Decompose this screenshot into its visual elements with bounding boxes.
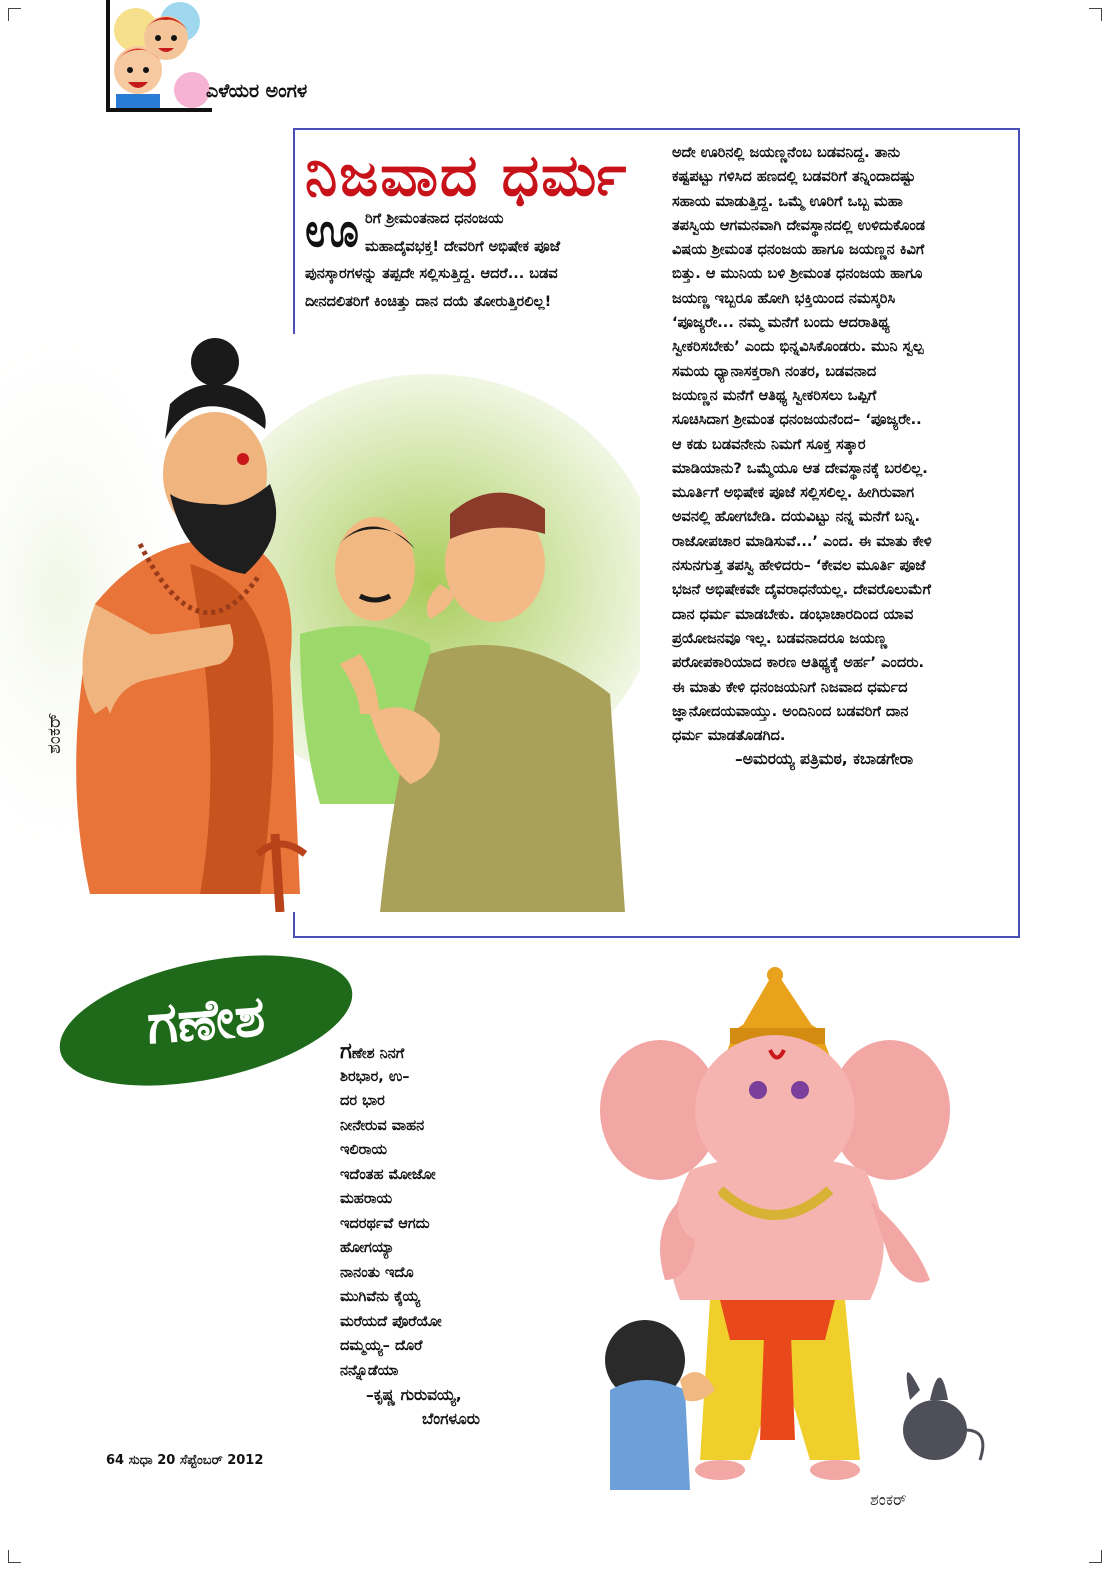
body-line: ಸಹಾಯ ಮಾಡುತ್ತಿದ್ದ. ಒಮ್ಮೆ ಊರಿಗೆ ಒಬ್ಬ ಮಹಾ <box>672 193 903 210</box>
poem-byline <box>366 1383 480 1431</box>
body-line: ಅವನಲ್ಲಿ ಹೋಗಬೇಡಿ. ದಯವಿಟ್ಟು ನನ್ನ ಮನೆಗೆ ಬನ್ನಿ. <box>672 509 920 526</box>
poem-line: ಇದರರ್ಥವೆ ಆಗದು <box>340 1215 430 1232</box>
body-line: ‘ಪೂಜ್ಯರೇ... ನಮ್ಮ ಮನೆಗೆ ಬಂದು ಆದರಾತಿಥ್ಯ <box>672 315 890 332</box>
crop-mark-bottom-left <box>8 1550 21 1563</box>
sage-and-two-men-illustration <box>0 334 640 912</box>
story-intro <box>305 203 663 316</box>
intro-line: ದೀನದಲಿತರಿಗೆ ಕಿಂಚಿತ್ತು ದಾನ ದಯೆ ತೋರುತ್ತಿರಲಿಲ್ಲ! <box>305 293 552 310</box>
body-line: ಮಾಡಿಯಾನು? ಒಮ್ಮೆಯೂ ಆತ ದೇವಸ್ಥಾನಕ್ಕೆ ಬರಲಿಲ್ಲ. <box>672 460 928 477</box>
crop-mark-bottom-right <box>1089 1550 1102 1563</box>
issue-day: 20 <box>157 1453 176 1468</box>
body-line: ಜ್ಞಾನೋದಯವಾಯ್ತು. ಅಂದಿನಿಂದ ಬಡವರಿಗೆ ದಾನ <box>672 703 909 720</box>
body-line: ಧರ್ಮ ಮಾಡತೊಡಗಿದ. <box>672 728 786 745</box>
issue-year: 2012 <box>227 1453 264 1468</box>
poem-line: ದರ ಭಾರ <box>340 1093 385 1109</box>
intro-line: ರಿಗೆ ಶ್ರೀಮಂತನಾದ ಧನಂಜಯ <box>365 211 504 227</box>
poem-title-badge <box>48 932 364 1108</box>
poem-body <box>340 1040 540 1383</box>
poem-line: ನಾನಂತು ಇದೊ <box>340 1264 414 1281</box>
body-line: ಸೂಚಿಸಿದಾಗ ಶ್ರೀಮಂತ ಧನಂಜಯನೆಂದ– ‘ಪೂಜ್ಯರೇ.. <box>672 412 922 429</box>
crop-mark-top-left <box>8 8 21 21</box>
poem-line: ಮಹರಾಯ <box>340 1191 393 1207</box>
poem-line: ಹೋಗಯ್ಯಾ <box>340 1240 395 1256</box>
poem-byline-place: ಬೆಂಗಳೂರು <box>422 1410 480 1428</box>
kids-faces-icon <box>106 0 212 112</box>
poem-line: ನನ್ನೊಡೆಯಾ <box>340 1362 399 1379</box>
artist-signature: ಶಂಕರ್ <box>870 1490 907 1509</box>
story-dropcap: ಊ <box>305 203 360 257</box>
publication-name: ಸುಧಾ <box>128 1453 153 1468</box>
crop-mark-top-right <box>1089 8 1102 21</box>
poem-dropcap: ಗ <box>340 1039 352 1064</box>
body-line: ಕಷ್ಟಪಟ್ಟು ಗಳಿಸಿದ ಹಣದಲ್ಲಿ ಬಡವರಿಗೆ ತನ್ನಿಂದಾದಷ್ಟು <box>672 169 916 186</box>
poem-line: ಶಿರಭಾರ, ಉ– <box>340 1068 410 1085</box>
ganesha-and-child-illustration <box>570 960 990 1520</box>
issue-month: ಸೆಪ್ಟೆಂಬರ್ <box>179 1453 223 1468</box>
poem-line: ಇಲಿರಾಯ <box>340 1142 387 1158</box>
body-line: ಜಯಣ್ಣನ ಮನೆಗೆ ಆತಿಥ್ಯ ಸ್ವೀಕರಿಸಲು ಒಪ್ಪಿಗೆ <box>672 387 877 404</box>
body-line: ಜಯಣ್ಣ ಇಬ್ಬರೂ ಹೋಗಿ ಭಕ್ತಿಯಿಂದ ನಮಸ್ಕರಿಸಿ <box>672 290 896 307</box>
page-footer <box>106 1453 263 1468</box>
body-line: ವಿಷಯ ಶ್ರೀಮಂತ ಧನಂಜಯ ಹಾಗೂ ಜಯಣ್ಣನ ಕಿವಿಗೆ <box>672 242 925 259</box>
intro-line: ಮಹಾದೈವಭಕ್ತ! ದೇವರಿಗೆ ಅಭಿಷೇಕ ಪೂಜೆ <box>365 238 561 255</box>
body-line: ಸ್ವೀಕರಿಸಬೇಕು’ ಎಂದು ಭಿನ್ನವಿಸಿಕೊಂಡರು. ಮುನಿ ಸ್ವಲ್ಪ <box>672 339 924 356</box>
poem-line: ಮರೆಯದೆ ಪೊರೆಯೋ <box>340 1313 442 1330</box>
body-line: ಸಮಯ ಧ್ಯಾನಾಸಕ್ತರಾಗಿ ನಂತರ, ಬಡವನಾದ <box>672 363 877 380</box>
body-line: ಅದೇ ಊರಿನಲ್ಲಿ ಜಯಣ್ಣನೆಂಬ ಬಡವನಿದ್ದ. ತಾನು <box>672 145 901 161</box>
body-line: ಪರೋಪಕಾರಿಯಾದ ಕಾರಣ ಆತಿಥ್ಯಕ್ಕೆ ಅರ್ಹ’ ಎಂದರು. <box>672 655 924 672</box>
poem-line-rest: ಣೇಶ ನಿನಗೆ <box>351 1046 405 1062</box>
poem-line <box>340 1040 540 1065</box>
poem-line: ಇದೆಂತಹ ಮೋಜೋ <box>340 1166 436 1183</box>
body-line: ಮೂರ್ತಿಗೆ ಅಭಿಷೇಕ ಪೂಜೆ ಸಲ್ಲಿಸಲಿಲ್ಲ. ಹೀಗಿರುವಾಗ <box>672 485 915 502</box>
body-line: ಬಿತ್ತು. ಆ ಮುನಿಯ ಬಳಿ ಶ್ರೀಮಂತ ಧನಂಜಯ ಹಾಗೂ <box>672 266 923 283</box>
section-header <box>106 0 436 112</box>
poem-line: ನೀನೇರುವ ವಾಹನ <box>340 1117 425 1134</box>
story-body <box>672 141 1012 748</box>
poem-title: ಗಣೇಶ <box>144 983 268 1057</box>
body-line: ಈ ಮಾತು ಕೇಳಿ ಧನಂಜಯನಿಗೆ ನಿಜವಾದ ಧರ್ಮದ <box>672 679 908 696</box>
body-line: ರಾಜೋಪಚಾರ ಮಾಡಿಸುವೆ...’ ಎಂದ. ಈ ಮಾತು ಕೇಳಿ <box>672 533 932 550</box>
intro-line: ಪುನಸ್ಕಾರಗಳನ್ನು ತಪ್ಪದೇ ಸಲ್ಲಿಸುತ್ತಿದ್ದ. ಆದರೆ... ಬಡವ <box>305 266 558 282</box>
poem-byline-name: –ಕೃಷ್ಣ ಗುರುವಯ್ಯ, <box>366 1386 462 1404</box>
body-line: ಭಜನೆ ಅಭಿಷೇಕವೇ ದೈವರಾಧನೆಯಲ್ಲ. ದೇವರೊಲುಮೆಗೆ <box>672 582 931 599</box>
story-title: ನಿಜವಾದ ಧರ್ಮ <box>305 141 629 209</box>
artist-signature: ಶಂಕರ್ <box>44 712 65 754</box>
section-label: ಎಳೆಯರ ಅಂಗಳ <box>206 80 308 102</box>
page-number: 64 <box>106 1453 125 1468</box>
story-byline: –ಅಮರಯ್ಯ ಪತ್ರಿಮಠ, ಕಬಾಡಗೇರಾ <box>735 750 914 768</box>
poem-line: ದಮ್ಮಯ್ಯ– ದೊರೆ <box>340 1338 423 1354</box>
body-line: ನಸುನಗುತ್ತ ತಪಸ್ವಿ ಹೇಳಿದರು– ‘ಕೇವಲ ಮೂರ್ತಿ ಪೂಜೆ <box>672 558 926 575</box>
body-line: ಆ ಕಡು ಬಡವನೇನು ನಿಮಗೆ ಸೂಕ್ತ ಸತ್ಕಾರ <box>672 436 866 453</box>
body-line: ತಪಸ್ವಿಯ ಆಗಮನವಾಗಿ ದೇವಸ್ಥಾನದಲ್ಲಿ ಉಳಿದುಕೊಂಡ <box>672 217 926 234</box>
body-line: ದಾನ ಧರ್ಮ ಮಾಡಬೇಕು. ಡಂಭಾಚಾರದಿಂದ ಯಾವ <box>672 606 914 623</box>
body-line: ಪ್ರಯೋಜನವೂ ಇಲ್ಲ. ಬಡವನಾದರೂ ಜಯಣ್ಣ <box>672 630 888 647</box>
poem-line: ಮುಗಿವೆನು ಕೈಯ್ಯ <box>340 1289 421 1305</box>
